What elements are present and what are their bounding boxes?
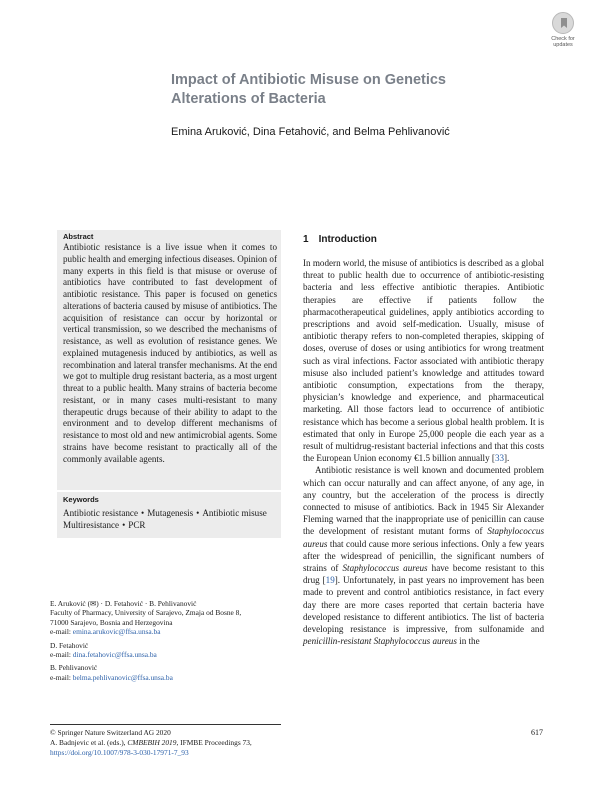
email-link-1[interactable]: emina.arukovic@ffsa.unsa.ba	[72, 627, 161, 637]
email-link-2[interactable]: dina.fetahovic@ffsa.unsa.ba	[72, 650, 157, 660]
title-line-2: Alterations of Bacteria	[171, 91, 326, 107]
email-label: e-mail:	[50, 650, 71, 660]
introduction-body	[303, 257, 544, 648]
footnote-affiliation-1: Faculty of Pharmacy, University of Sarajevo, Zmaja od Bosne 8,	[50, 608, 242, 618]
bookmark-icon	[552, 12, 574, 34]
keywords-list	[63, 507, 277, 531]
copyright-line: © Springer Nature Switzerland AG 2020	[50, 728, 171, 737]
paper-title	[171, 71, 531, 109]
keyword: Multiresistance	[63, 520, 120, 530]
citation-line: A. Badnjevic et al. (eds.), CMBEBIH 2019, IFMBE Proceedings 73,	[50, 738, 252, 747]
footer-divider	[50, 724, 281, 725]
keyword: PCR	[128, 520, 146, 530]
title-line-1: Impact of Antibiotic Misuse on Genetics	[171, 72, 446, 88]
email-label: e-mail:	[50, 672, 71, 682]
section-number: 1	[303, 234, 309, 245]
author-list: Emina Aruković, Dina Fetahović, and Belma Pehlivanović	[171, 126, 450, 138]
copyright-block	[50, 728, 300, 758]
check-for-updates-badge[interactable]	[546, 12, 580, 52]
keyword-separator: •	[141, 508, 145, 518]
keywords-heading: Keywords	[63, 495, 99, 504]
check-for-updates-label: Check for updates	[551, 36, 575, 48]
footnote-author-3: B. Pehlivanović	[50, 663, 98, 673]
footnote-affiliation-2: 71000 Sarajevo, Bosnia and Herzegovina	[50, 617, 173, 627]
abstract-heading: Abstract	[63, 232, 94, 241]
keyword-separator: •	[122, 520, 126, 530]
body-paragraph-1: In modern world, the misuse of antibiotics is described as a global threat to public health due to occurrence of antibiotic-resisting bacteria and less effective antibiotic therapies. Antibiotic therapies are effective if patients follow the pharmacotherapeutical guidelines, apply antibiotics according to prescriptions and avoid self-medication. Usually, misuse of antibiotic therapy refers to non-completed therapies, skipping of doses, overuse of doses or using antibiotics for wrong treatment such as viral infections. Factor associated with antibiotic therapy misuse also included patient’s knowledge and attitudes toward antibiotic consumption, expectations from the therapy, physician’s knowledge and experience, and pharmaceutical marketing. All those factors lead to occurrence of antibiotic resistance which has become a serious global health problem. It is estimated that only in Europe 25,000 people die each year as a result of multidrug-resistant bacterial infections and that this costs the European Union economy €1.5 billion annually [33].	[303, 258, 544, 464]
keyword-separator: •	[196, 508, 200, 518]
doi-link[interactable]: https://doi.org/10.1007/978-3-030-17971-7_93	[50, 748, 189, 757]
keyword: Antibiotic resistance	[63, 508, 139, 518]
footnote-author-2: D. Fetahović	[50, 640, 89, 650]
author-footnotes	[50, 599, 285, 682]
email-label: e-mail:	[50, 627, 71, 637]
section-heading	[303, 234, 377, 245]
footnote-authors: E. Aruković (✉) · D. Fetahović · B. Pehlivanović	[50, 599, 197, 608]
keyword: Mutagenesis	[147, 508, 194, 518]
page-number: 617	[531, 728, 543, 737]
abstract-text: Antibiotic resistance is a live issue when it comes to public health and emerging infectious diseases. Opinion of many experts in this field is that misuse or overuse of antibiotics have contributed to fast development of antibiotic resistance. This paper is focused on genetics alterations of bacteria caused by misuse of antibiotics. The acquisition of resistance can occur by horizontal or vertical transmission, so we described the mechanisms of resistance, as well as evolution of resistance genes. We explained mutagenesis induced by antibiotics, as well as recombination and lateral transfer mechanisms. At the end we got to multiple drug resistant bacteria, as a most urgent threat to a public health. Many strains of bacteria become resistant, or in many cases multi-resistant to many therapeutic drugs because of their ability to adapt to the environment and to develop different mechanisms of resistance to most old and new antimicrobial agents. Some strains have become resistant to practically all of the commonly available agents.	[63, 242, 277, 464]
keyword: Antibiotic misuse	[202, 508, 267, 518]
section-title: Introduction	[318, 234, 377, 245]
email-link-3[interactable]: belma.pehlivanovic@ffsa.unsa.ba	[72, 672, 173, 682]
body-paragraph-2: Antibiotic resistance is well known and documented problem which can occur naturally and can affect anyone, of any age, in any country, but the acceleration of the process is directly connected to misuse of antibiotics. Back in 1945 Sir Alexander Fleming warned that the inappropriate use of penicillin can cause the development of resistant mutant forms of Staphylococcus aureus that could cause more serious infections. Only a few years after the widespread of penicillin, the significant numbers of strains of Staphylococcus aureus have become resistant to this drug [19]. Unfortunately, in past years no improvement has been made to prevent and control antibiotics resistance, in fact every day there are more cases reported that certain bacteria have developed resistance to different antibiotics. The list of bacteria developing resistance is impressive, from sulfonamide and penicillin-resistant Staphylococcus aureus in the	[303, 465, 544, 647]
